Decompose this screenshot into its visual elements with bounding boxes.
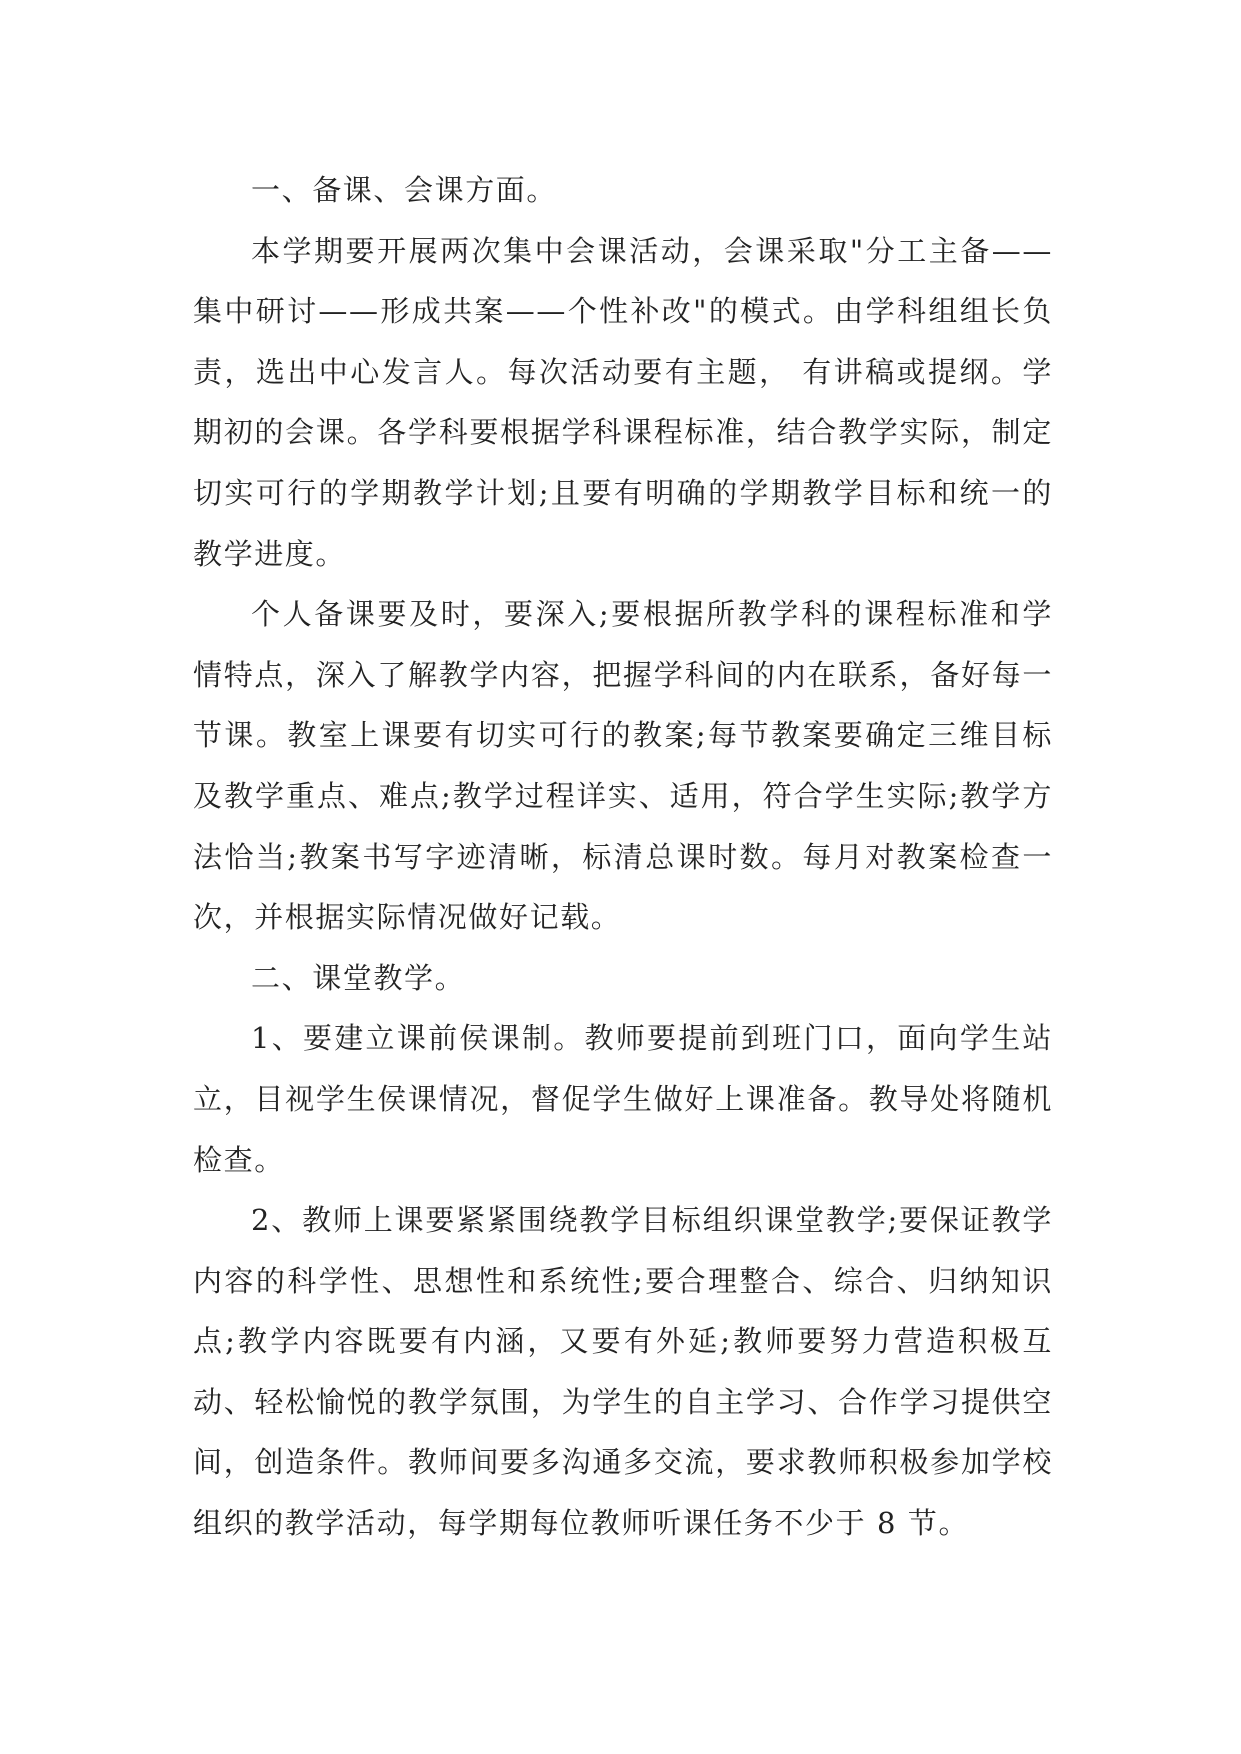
body-paragraph: 个人备课要及时，要深入;要根据所教学科的课程标准和学情特点，深入了解教学内容，把握学科间的内在联系，备好每一节课。教室上课要有切实可行的教案;每节教案要确定三维目标及教学重点、难点;教学过程详实、适用，符合学生实际;教学方法恰当;教案书写字迹清晰，标清总课时数。每月对教案检查一次，并根据实际情况做好记载。 (193, 597, 1053, 935)
body-paragraph: 1、要建立课前侯课制。教师要提前到班门口，面向学生站立，目视学生侯课情况，督促学生做好上课准备。教导处将随机检查。 (193, 1021, 1053, 1177)
body-paragraph: 2、教师上课要紧紧围绕教学目标组织课堂教学;要保证教学内容的科学性、思想性和系统性;要合理整合、综合、归纳知识点;教学内容既要有内涵，又要有外延;教师要努力营造积极互动、轻松愉悦的教学氛围，为学生的自主学习、合作学习提供空间，创造条件。教师间要多沟通多交流，要求教师积极参加学校组织的教学活动，每学期每位教师听课任务不少于 8 节。 (193, 1203, 1053, 1541)
body-paragraph: 本学期要开展两次集中会课活动，会课采取"分工主备——集中研讨——形成共案——个性补改"的模式。由学科组组长负责，选出中心发言人。每次活动要有主题， 有讲稿或提纲。学期初的会课。各学科要根据学科课程标准，结合教学实际，制定切实可行的学期教学计划;且要有明确的学期教学目标和统一的教学进度。 (193, 233, 1053, 571)
section-heading-classroom-teaching: 二、课堂教学。 (251, 960, 466, 995)
document-page (193, 160, 1053, 1554)
section-heading-lesson-preparation: 一、备课、会课方面。 (251, 173, 558, 207)
